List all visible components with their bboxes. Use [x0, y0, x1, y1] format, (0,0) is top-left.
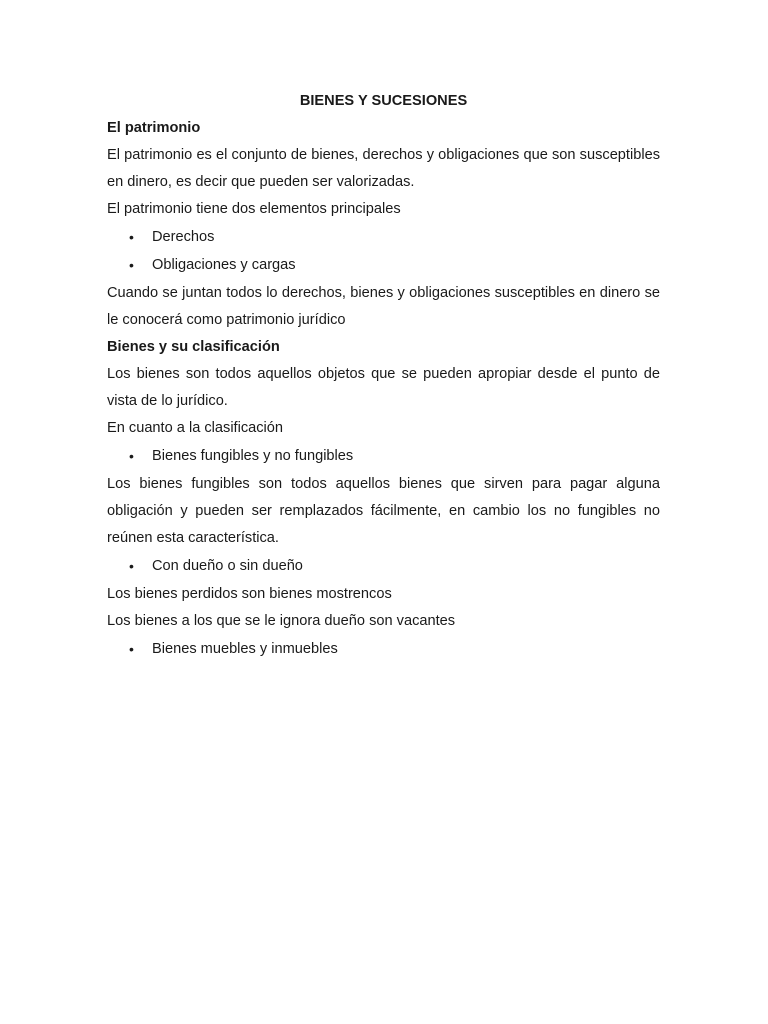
bullet-icon: •	[129, 257, 134, 273]
list-item-text: Bienes muebles y inmuebles	[152, 641, 338, 657]
bullet-icon: •	[129, 641, 134, 657]
list-item-text: Obligaciones y cargas	[152, 257, 296, 273]
paragraph: Los bienes fungibles son todos aquellos bienes que sirven para pagar alguna obligación y pueden ser remplazados fácilmente, en cambio los no fungibles no reúnen esta característica.	[107, 476, 660, 546]
bullet-icon: •	[129, 229, 134, 245]
bullet-list	[107, 553, 660, 580]
paragraph: Los bienes perdidos son bienes mostrencos	[107, 586, 392, 602]
list-item-text: Bienes fungibles y no fungibles	[152, 448, 354, 464]
paragraph: Los bienes son todos aquellos objetos que se pueden apropiar desde el punto de vista de lo jurídico.	[107, 366, 660, 409]
paragraph: El patrimonio tiene dos elementos principales	[107, 201, 401, 217]
document-title: BIENES Y SUCESIONES	[299, 93, 468, 109]
list-item-text: Derechos	[152, 229, 215, 245]
paragraph: El patrimonio es el conjunto de bienes, derechos y obligaciones que son susceptibles en dinero, es decir que pueden ser valorizadas.	[107, 147, 660, 190]
list-item-text: Con dueño o sin dueño	[152, 558, 303, 574]
list-item	[107, 636, 660, 663]
section-heading-clasificacion: Bienes y su clasificación	[107, 339, 280, 355]
bullet-icon: •	[129, 558, 134, 574]
list-item	[107, 553, 660, 580]
bullet-list	[107, 224, 660, 279]
document-page	[107, 88, 660, 664]
list-item	[107, 443, 660, 470]
list-item	[107, 252, 660, 279]
paragraph: En cuanto a la clasificación	[107, 420, 284, 436]
bullet-list	[107, 443, 660, 470]
paragraph: Los bienes a los que se le ignora dueño son vacantes	[107, 613, 456, 629]
section-heading-patrimonio: El patrimonio	[107, 120, 201, 136]
bullet-list	[107, 636, 660, 663]
paragraph: Cuando se juntan todos lo derechos, bienes y obligaciones susceptibles en dinero se le conocerá como patrimonio jurídico	[107, 285, 660, 328]
bullet-icon: •	[129, 448, 134, 464]
list-item	[107, 224, 660, 251]
